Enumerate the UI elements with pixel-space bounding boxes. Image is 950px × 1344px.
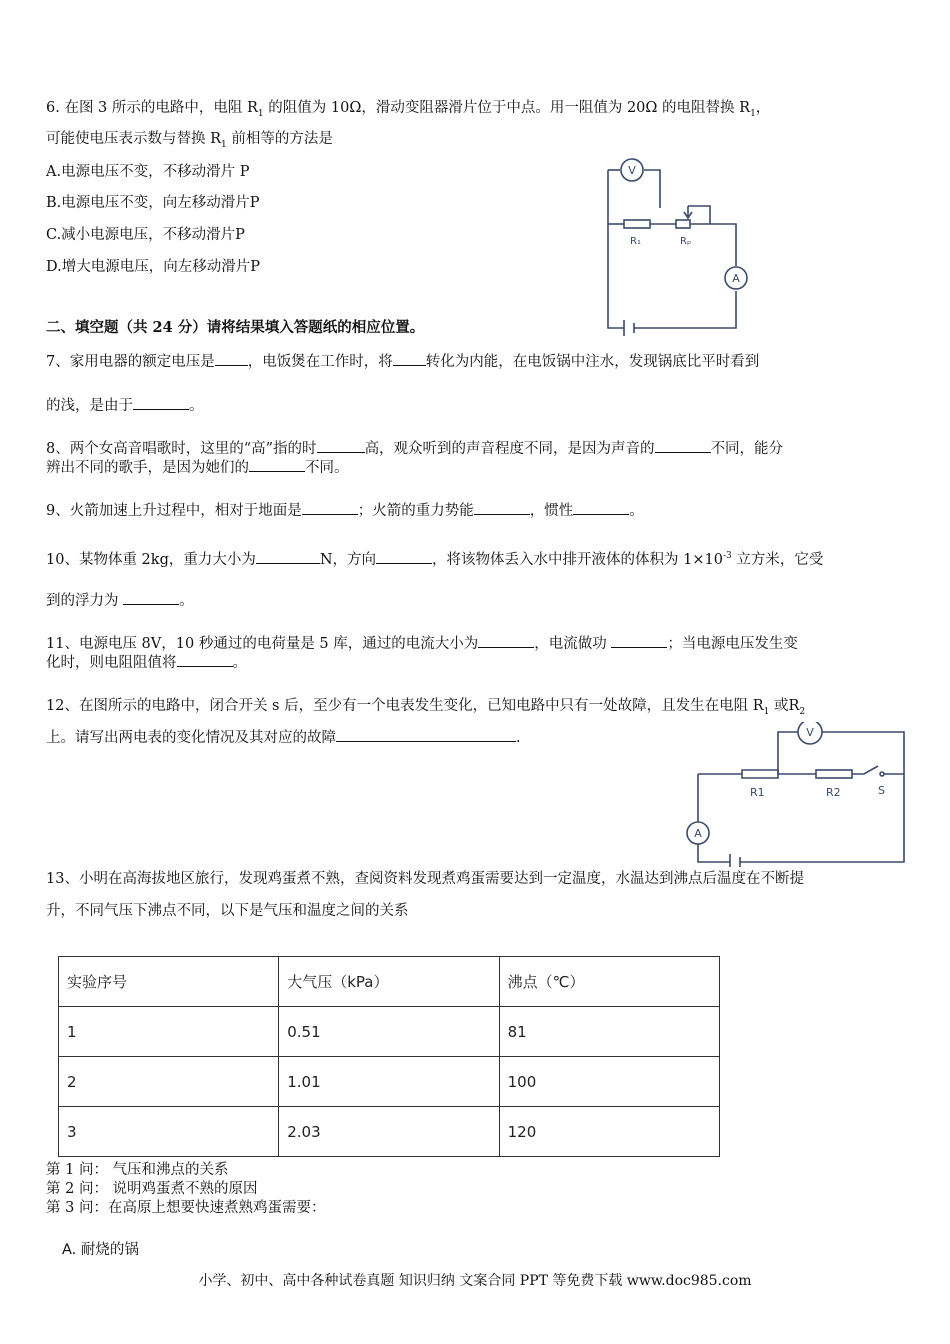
answer-blank [611,633,667,648]
voltmeter-label: V [806,726,814,739]
circuit-diagram-q12 [682,722,912,867]
table-row [59,1107,720,1157]
answer-blank [133,395,189,410]
ammeter-label: A [694,827,702,840]
table-cell: 0.51 [279,1007,499,1057]
q11-line1: 11、电源电压 8V，10 秒通过的电荷量是 5 库，通过的电流大小为 ，电流做功 ；当电源电压发生变 [46,633,798,654]
q6-line1: 6. 在图 3 所示的电路中，电阻 $R_1$ 的阻值为 10Ω，滑动变阻器滑片位于中点。用一阻值为 20Ω 的电阻替换 $R_1$， [46,100,771,119]
answer-blank [123,590,179,605]
table-cell: 120 [499,1107,719,1157]
table-cell: 2.03 [279,1107,499,1157]
table-cell: 81 [499,1007,719,1057]
answer-blank [317,438,365,453]
table-row [59,1057,720,1107]
q6-option-d: D.增大电源电压，向左移动滑片P [46,259,260,275]
page-footer: 小学、初中、高中各种试卷真题 知识归纳 文案合同 PPT 等免费下载 www.doc985.com [198,1273,752,1289]
answer-blank [302,500,358,515]
answer-blank [256,549,320,564]
table-cell: 1.01 [279,1057,499,1107]
rp-label: Rₚ [680,236,692,247]
q12-line1: 12、在图所示的电路中，闭合开关 s 后，至少有一个电表发生变化，已知电路中只有一处故障，且发生在电阻 $R_1$ 或$R_2$ [46,698,806,717]
option-a: A. 耐烧的锅 [62,1242,139,1258]
answer-blank [336,727,516,742]
table-header-cell: 沸点（℃） [499,957,719,1007]
q7-line2: 的浅，是由于 。 [46,395,204,416]
circuit-diagram-fig3 [600,158,760,338]
q10-line1: 10、某物体重 2kg，重力大小为 N，方向 ，将该物体丢入水中排开液体的体积为 $1\times 10^{-3}$ 立方米，它受 [46,546,823,570]
q11-line2: 化时，则电阻阻值将 。 [46,652,247,673]
q8-line2: 辨出不同的歌手，是因为她们的 不同。 [46,457,349,478]
answer-blank [655,438,711,453]
q12-line2: 上。请写出两电表的变化情况及其对应的故障 . [46,727,521,748]
r1-label: R1 [750,786,765,799]
q7-line1: 7、家用电器的额定电压是 ，电饭煲在工作时，将 转化为内能，在电饭锅中注水，发现锅底比平时看到 [46,351,759,372]
r2-label: R2 [826,786,841,799]
q13-line1: 13、小明在高海拔地区旅行，发现鸡蛋煮不熟，查阅资料发现煮鸡蛋需要达到一定温度，水温达到沸点后温度在不断提 [46,871,804,887]
answer-blank [177,652,233,667]
table-header-row [59,957,720,1007]
q9-line: 9、火箭加速上升过程中，相对于地面是 ；火箭的重力势能 ，惯性 。 [46,500,644,521]
q13-line2: 升，不同气压下沸点不同，以下是气压和温度之间的关系 [46,903,409,919]
q10-line2: 到的浮力为 。 [46,590,194,611]
table-header-cell: 大气压（kPa） [279,957,499,1007]
boiling-point-table [58,956,720,1157]
q6-option-c: C.减小电源电压，不移动滑片P [46,227,245,243]
section2-heading: 二、填空题（共 24 分）请将结果填入答题纸的相应位置。 [46,319,425,336]
sub-question-2: 第 2 问： 说明鸡蛋煮不熟的原因 [46,1181,258,1197]
voltmeter-label: V [628,164,636,177]
table-cell: 1 [59,1007,279,1057]
table-cell: 2 [59,1057,279,1107]
table-cell: 3 [59,1107,279,1157]
ammeter-label: A [732,272,740,285]
answer-blank [573,500,629,515]
answer-blank [215,351,248,366]
q6-option-a: A.电源电压不变，不移动滑片 P [46,164,250,180]
answer-blank [249,457,305,472]
q6-option-b: B.电源电压不变，向左移动滑片P [46,195,260,211]
q8-line1: 8、两个女高音唱歌时，这里的“高”指的时 高，观众听到的声音程度不同，是因为声音的 不同，能分 [46,438,783,459]
answer-blank [393,351,426,366]
sub-question-1: 第 1 问： 气压和沸点的关系 [46,1162,229,1178]
r1-label: R₁ [630,236,641,247]
sub-question-3: 第 3 问：在高原上想要快速煮熟鸡蛋需要： [46,1200,326,1216]
q6-line2: 可能使电压表示数与替换 $R_1$ 前相等的方法是 [46,131,333,150]
answer-blank [478,633,534,648]
switch-label: S [878,784,885,797]
table-header-cell: 实验序号 [59,957,279,1007]
table-row [59,1007,720,1057]
answer-blank [474,500,530,515]
answer-blank [376,549,432,564]
table-cell: 100 [499,1057,719,1107]
